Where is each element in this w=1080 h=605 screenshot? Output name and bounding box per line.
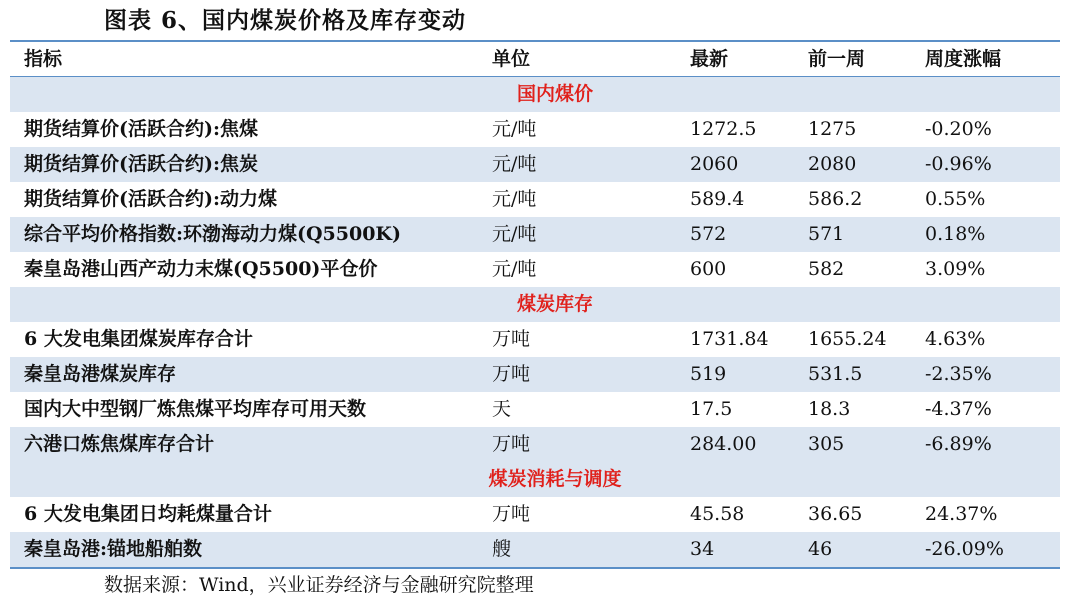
prev-week-value-cell: 531.5 <box>808 363 863 385</box>
weekly-change-cell: 3.09% <box>925 258 986 280</box>
section-header-row <box>10 77 1060 112</box>
unit-cell: 万吨 <box>492 503 531 525</box>
latest-value-cell: 1731.84 <box>690 328 769 350</box>
section-title: 煤炭库存 <box>516 293 593 315</box>
prev-week-value-cell: 1275 <box>808 118 857 140</box>
latest-value-cell: 17.5 <box>690 398 733 420</box>
prev-week-value-cell: 36.65 <box>808 503 863 525</box>
weekly-change-cell: -26.09% <box>925 538 1004 560</box>
weekly-change-cell: 0.55% <box>925 188 986 210</box>
section-title: 煤炭消耗与调度 <box>488 468 622 490</box>
prev-week-value-cell: 571 <box>808 223 845 245</box>
table-row <box>10 392 1060 427</box>
prev-week-value-cell: 586.2 <box>808 188 863 210</box>
latest-value-cell: 600 <box>690 258 727 280</box>
indicator-cell: 秦皇岛港:锚地船舶数 <box>24 538 203 560</box>
latest-value-cell: 589.4 <box>690 188 745 210</box>
weekly-change-cell: -2.35% <box>925 363 992 385</box>
prev-week-value-cell: 46 <box>808 538 833 560</box>
prev-week-value-cell: 305 <box>808 433 845 455</box>
prev-week-value-cell: 582 <box>808 258 845 280</box>
latest-value-cell: 572 <box>690 223 727 245</box>
source-note: 数据来源：Wind，兴业证券经济与金融研究院整理 <box>104 574 534 596</box>
header-prev-week: 前一周 <box>808 48 866 70</box>
latest-value-cell: 2060 <box>690 153 739 175</box>
table-row <box>10 497 1060 532</box>
indicator-cell: 6 大发电集团煤炭库存合计 <box>24 328 253 350</box>
latest-value-cell: 519 <box>690 363 727 385</box>
table-row <box>10 217 1060 252</box>
unit-cell: 天 <box>492 398 512 420</box>
coal-price-table <box>10 40 1060 569</box>
unit-cell: 万吨 <box>492 433 531 455</box>
unit-cell: 万吨 <box>492 363 531 385</box>
table-row <box>10 427 1060 462</box>
table-row <box>10 112 1060 147</box>
prev-week-value-cell: 2080 <box>808 153 857 175</box>
indicator-cell: 秦皇岛港煤炭库存 <box>24 363 177 385</box>
indicator-cell: 期货结算价(活跃合约):焦炭 <box>24 153 258 175</box>
table-header <box>10 42 1060 77</box>
unit-cell: 元/吨 <box>492 118 537 140</box>
weekly-change-cell: -4.37% <box>925 398 992 420</box>
unit-cell: 元/吨 <box>492 223 537 245</box>
table-row <box>10 357 1060 392</box>
indicator-cell: 国内大中型钢厂炼焦煤平均库存可用天数 <box>24 398 367 420</box>
weekly-change-cell: -0.20% <box>925 118 992 140</box>
indicator-cell: 期货结算价(活跃合约):焦煤 <box>24 118 258 140</box>
weekly-change-cell: -6.89% <box>925 433 992 455</box>
table-row <box>10 532 1060 567</box>
unit-cell: 元/吨 <box>492 153 537 175</box>
header-indicator: 指标 <box>24 48 63 70</box>
section-header-row <box>10 462 1060 497</box>
header-latest: 最新 <box>690 48 729 70</box>
indicator-cell: 6 大发电集团日均耗煤量合计 <box>24 503 272 525</box>
unit-cell: 万吨 <box>492 328 531 350</box>
table-row <box>10 147 1060 182</box>
latest-value-cell: 1272.5 <box>690 118 757 140</box>
figure-title: 图表 6、国内煤炭价格及库存变动 <box>104 7 467 34</box>
weekly-change-cell: 4.63% <box>925 328 986 350</box>
unit-cell: 艘 <box>492 538 512 560</box>
unit-cell: 元/吨 <box>492 188 537 210</box>
weekly-change-cell: 24.37% <box>925 503 998 525</box>
latest-value-cell: 45.58 <box>690 503 745 525</box>
prev-week-value-cell: 1655.24 <box>808 328 887 350</box>
indicator-cell: 综合平均价格指数:环渤海动力煤(Q5500K) <box>24 223 401 245</box>
prev-week-value-cell: 18.3 <box>808 398 851 420</box>
weekly-change-cell: 0.18% <box>925 223 986 245</box>
latest-value-cell: 284.00 <box>690 433 757 455</box>
indicator-cell: 六港口炼焦煤库存合计 <box>24 433 215 455</box>
table-row <box>10 322 1060 357</box>
table-body <box>10 77 1060 567</box>
section-header-row <box>10 287 1060 322</box>
header-unit: 单位 <box>492 48 531 70</box>
indicator-cell: 秦皇岛港山西产动力末煤(Q5500)平仓价 <box>24 258 378 280</box>
unit-cell: 元/吨 <box>492 258 537 280</box>
weekly-change-cell: -0.96% <box>925 153 992 175</box>
table-row <box>10 182 1060 217</box>
header-weekly-change: 周度涨幅 <box>925 48 1002 70</box>
section-title: 国内煤价 <box>516 83 593 105</box>
latest-value-cell: 34 <box>690 538 715 560</box>
table-row <box>10 252 1060 287</box>
indicator-cell: 期货结算价(活跃合约):动力煤 <box>24 188 277 210</box>
